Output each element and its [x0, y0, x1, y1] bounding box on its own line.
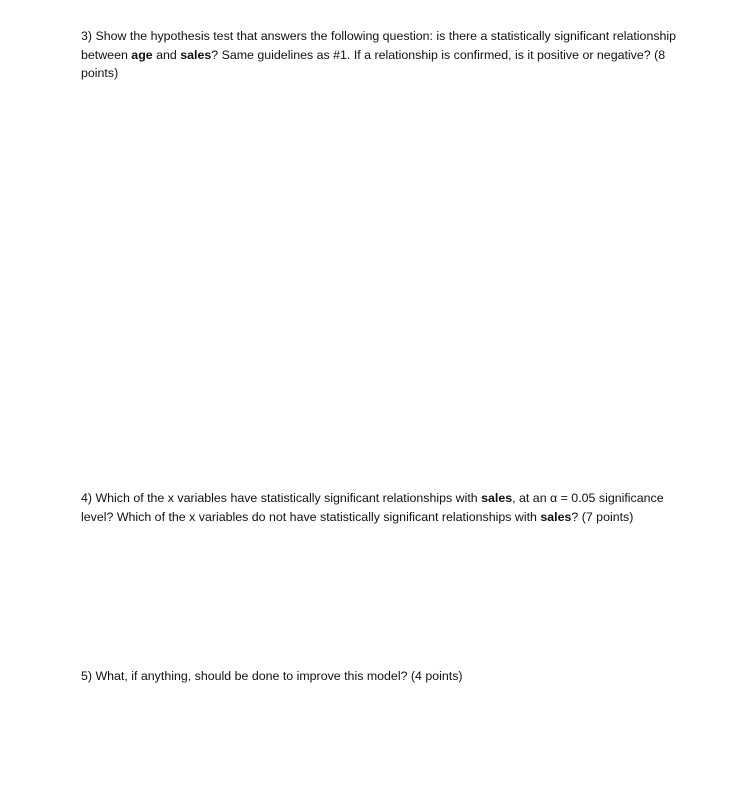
question-5-text: 5) What, if anything, should be done to improve this model? (4 points) — [81, 669, 463, 683]
question-4 — [81, 489, 681, 526]
question-3-text: ? Same guidelines as #1. If a relationship is confirmed, is it positive or negative? (8 points) — [81, 47, 666, 80]
question-4-text: 4) Which of the x variables have statistically significant relationships with — [81, 491, 482, 505]
question-3 — [81, 27, 681, 83]
question-3-text: and — [152, 47, 181, 62]
question-5 — [81, 667, 681, 686]
keyword-sales: sales — [180, 47, 212, 62]
question-4-text: ? (7 points) — [571, 509, 634, 524]
question-4-text: , at an α = 0.05 significance level? Which of the x variables do not have statistically significant relationships with — [81, 491, 664, 524]
keyword-sales: sales — [481, 491, 513, 505]
question-3-text: 3) Show the hypothesis test that answers the following question: is there a statistically significant relationship between — [81, 29, 677, 62]
keyword-age: age — [131, 47, 153, 62]
keyword-sales: sales — [540, 509, 572, 524]
